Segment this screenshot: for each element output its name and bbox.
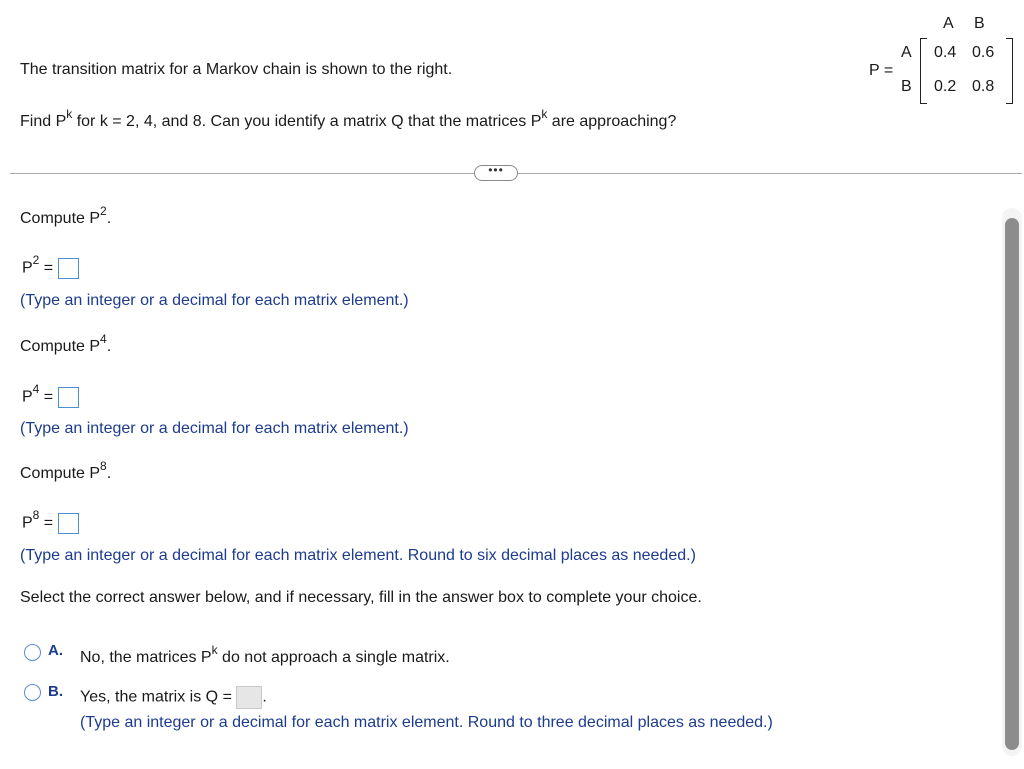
- prompt-text: Compute P: [20, 465, 101, 482]
- question-text-3: are approaching?: [547, 113, 677, 130]
- matrix-right-bracket: [1006, 38, 1013, 104]
- matrix-label: P =: [869, 62, 894, 79]
- eq-base: P: [22, 514, 33, 532]
- p2-answer-box[interactable]: [58, 258, 79, 279]
- choice-b-text[interactable]: Yes, the matrix is Q = .: [80, 686, 267, 709]
- prompt-power: 8: [100, 458, 107, 473]
- matrix-cell: 0.4: [934, 44, 957, 61]
- choice-a-radio[interactable]: [24, 644, 41, 661]
- choice-b-letter: B.: [48, 683, 63, 700]
- eq-base: P: [22, 259, 33, 277]
- matrix-col-header-b: B: [974, 15, 985, 32]
- p4-equation: $P^4$ =: [22, 387, 79, 408]
- matrix-row-header-a: A: [901, 44, 912, 61]
- question-text-1: Find P: [20, 113, 67, 130]
- compute-p8-prompt: Compute $P^8$.: [20, 458, 112, 482]
- p4-answer-box[interactable]: [58, 387, 79, 408]
- question-sup-1: k: [66, 106, 73, 121]
- question-text-2: for k = 2, 4, and 8. Can you identify a matrix Q that the matrices P: [72, 113, 542, 130]
- matrix-cell: 0.6: [972, 44, 995, 61]
- more-options-button[interactable]: •••: [474, 165, 518, 181]
- compute-p4-prompt: Compute $P^4$.: [20, 331, 112, 355]
- p4-hint: (Type an integer or a decimal for each matrix element.): [20, 420, 409, 437]
- prompt-power: 4: [100, 331, 107, 346]
- p8-equation: $P^8$ =: [22, 513, 79, 534]
- eq-base: P: [22, 388, 33, 406]
- prompt-text: Compute P: [20, 338, 101, 355]
- matrix-left-bracket: [920, 38, 927, 104]
- prompt-power: 2: [100, 203, 107, 218]
- choice-b-hint: (Type an integer or a decimal for each matrix element. Round to three decimal places as needed.): [80, 714, 773, 731]
- matrix-row-header-b: B: [901, 78, 912, 95]
- p8-hint: (Type an integer or a decimal for each matrix element. Round to six decimal places as needed.): [20, 547, 696, 564]
- matrix-cell: 0.2: [934, 78, 957, 95]
- choice-a-sup: k: [211, 642, 218, 657]
- p8-answer-box[interactable]: [58, 513, 79, 534]
- p2-equation: $P^2$ =: [22, 258, 79, 279]
- choice-a-text[interactable]: [80, 642, 450, 667]
- choice-a-letter: A.: [48, 642, 63, 659]
- eq-power: 4: [32, 382, 40, 397]
- question-sup-2: k: [541, 106, 548, 121]
- select-instruction: Select the correct answer below, and if necessary, fill in the answer box to complete your choice.: [20, 589, 702, 606]
- prompt-text: Compute P: [20, 210, 101, 227]
- problem-question: [20, 106, 677, 131]
- eq-power: 8: [32, 508, 40, 523]
- eq-power: 2: [32, 253, 40, 268]
- choice-b-radio[interactable]: [24, 684, 41, 701]
- matrix-cell: 0.8: [972, 78, 995, 95]
- problem-intro: The transition matrix for a Markov chain is shown to the right.: [20, 61, 453, 78]
- choice-a-text-1: No, the matrices P: [80, 649, 212, 666]
- p2-hint: (Type an integer or a decimal for each matrix element.): [20, 292, 409, 309]
- choice-b-label: Yes, the matrix is Q =: [80, 688, 232, 706]
- q-answer-box[interactable]: [236, 686, 262, 709]
- choice-a-text-2: do not approach a single matrix.: [217, 649, 450, 666]
- matrix-col-header-a: A: [943, 15, 954, 32]
- scrollbar-thumb[interactable]: [1005, 218, 1019, 750]
- compute-p2-prompt: Compute $P^2$.: [20, 203, 112, 227]
